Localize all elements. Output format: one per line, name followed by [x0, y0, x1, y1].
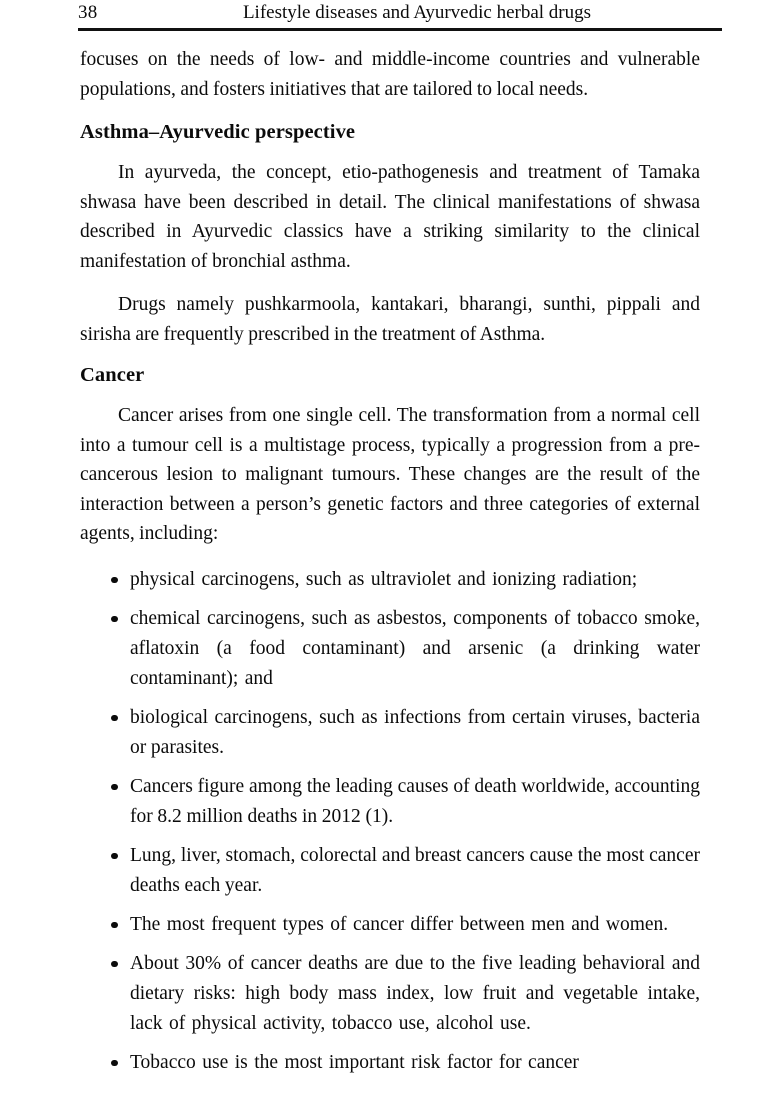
spacer	[80, 146, 700, 158]
asthma-paragraph-1: In ayurveda, the concept, etio-pathogenesis and treatment of Tamaka shwasa have been described in detail. The clinical manifestations of shwasa described in Ayurvedic classics have a striking similarity to the clinical manifestation of bronchial asthma.	[80, 162, 700, 272]
list-item	[80, 772, 700, 832]
bullet-icon	[111, 922, 118, 929]
cancer-facts-list	[80, 565, 700, 1078]
spacer	[80, 549, 700, 565]
intro-paragraph: focuses on the needs of low- and middle-income countries and vulnerable populations, and fosters initiatives that are tailored to local needs.	[80, 49, 700, 100]
page-body	[80, 45, 700, 1087]
list-item-text: physical carcinogens, such as ultraviolet and ionizing radiation;	[130, 568, 638, 590]
list-item	[80, 949, 700, 1039]
list-item-text: About 30% of cancer deaths are due to the five leading behavioral and dietary risks: high body mass index, low fruit and vegetable intake, lack of physical activity, tobacco use, alcohol use.	[130, 952, 700, 1034]
bullet-icon	[111, 961, 118, 968]
list-item	[80, 703, 700, 763]
header-divider	[78, 28, 722, 31]
bullet-icon	[111, 784, 118, 791]
cancer-paragraph-1: Cancer arises from one single cell. The transformation from a normal cell into a tumour cell is a multistage process, typically a progression from a pre-cancerous lesion to malignant tumours. These changes are the result of the interaction between a person’s genetic factors and three categories of external agents, including:	[80, 405, 700, 544]
list-item-text: Tobacco use is the most important risk factor for cancer	[130, 1051, 579, 1073]
section-heading-cancer: Cancer	[80, 364, 145, 386]
spacer	[80, 349, 700, 361]
list-item	[80, 565, 700, 595]
page-number: 38	[78, 2, 98, 23]
spacer	[80, 276, 700, 290]
page-header	[78, 2, 722, 28]
list-item-text: chemical carcinogens, such as asbestos, components of tobacco smoke, aflatoxin (a food contaminant) and arsenic (a drinking water contaminant); and	[130, 607, 700, 689]
asthma-paragraph-2: Drugs namely pushkarmoola, kantakari, bharangi, sunthi, pippali and sirisha are frequently prescribed in the treatment of Asthma.	[80, 294, 700, 345]
section-heading-asthma: Asthma–Ayurvedic perspective	[80, 121, 356, 143]
spacer	[80, 389, 700, 401]
list-item	[80, 841, 700, 901]
list-item-text: The most frequent types of cancer differ between men and women.	[130, 913, 669, 935]
list-item	[80, 910, 700, 940]
list-item-text: Lung, liver, stomach, colorectal and breast cancers cause the most cancer deaths each year.	[130, 844, 700, 896]
bullet-icon	[111, 715, 118, 722]
list-item	[80, 604, 700, 694]
list-item	[80, 1048, 700, 1078]
running-head-title: Lifestyle diseases and Ayurvedic herbal drugs	[242, 2, 592, 23]
bullet-icon	[111, 616, 118, 623]
list-item-text: biological carcinogens, such as infections from certain viruses, bacteria or parasites.	[130, 706, 700, 758]
spacer	[80, 104, 700, 118]
bullet-icon	[111, 853, 118, 860]
bullet-icon	[111, 1060, 118, 1067]
list-item-text: Cancers figure among the leading causes of death worldwide, accounting for 8.2 million deaths in 2012 (1).	[130, 775, 700, 827]
bullet-icon	[111, 577, 118, 584]
